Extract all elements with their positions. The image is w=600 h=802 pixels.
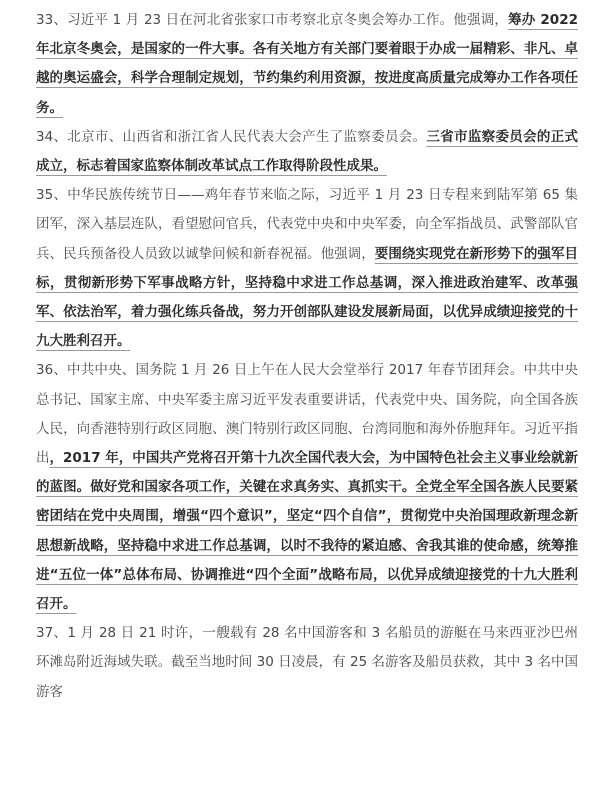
paragraph-33-text: 33、习近平 1 月 23 日在河北省张家口市考察北京冬奥会筹办工作。他强调， (36, 12, 509, 28)
paragraph-37-text: 37、1 月 28 日 21 时许，一艘载有 28 名中国游客和 3 名船员的游艇在马来西亚沙巴州环滩岛附近海域失联。截至当地时间 30 日凌晨，有 25 名游客及船员获救，其中 3 名中国游客 (36, 625, 578, 700)
paragraph-34-text: 34、北京市、山西省和浙江省人民代表大会产生了监察委员会。 (36, 128, 427, 145)
paragraph-36-emphasis: ，2017 年，中国共产党将召开第十九次全国代表大会，为中国特色社会主义事业绘就新的蓝图。做好党和国家各项工作，关键在求真务实、真抓实干。全党全军全国各族人民要紧密团结在党中央周围，增强“四个意识”，坚定“四个自信”，贯彻党中央治国理政新理念新思想新战略，坚持稳中求进工作总基调，以时不我待的紧迫感、舍我其谁的使命感，统筹推进“五位一体”总体布局、协调推进“四个全面”战略布局，以优异成绩迎接党的十九大胜利召开。 (36, 450, 579, 613)
paragraph-36 (36, 356, 578, 619)
paragraph-37 (36, 619, 578, 707)
paragraph-35-text: 35、中华民族传统节日——鸡年春节来临之际，习近平 1 月 23 日专程来到陆军第 65 集团军，深入基层连队，看望慰问官兵，代表党中央和中央军委，向全军指战员、武警部队官兵、民兵预备役人员致以诚挚问候和新春祝福。他强调， (36, 187, 578, 262)
paragraph-35-emphasis: 要围绕实现党在新形势下的强军目标，贯彻新形势下军事战略方针，坚持稳中求进工作总基调，深入推进政治建军、改革强军、依法治军，着力强化练兵备战，努力开创部队建设发展新局面，以优异成绩迎接党的十九大胜利召开。 (36, 245, 578, 350)
paragraph-36-text: 36、中共中央、国务院 1 月 26 日上午在人民大会堂举行 2017 年春节团拜会。中共中央总书记、国家主席、中央军委主席习近平发表重要讲话，代表党中央、国务院，向全国各族人民，向香港特别行政区同胞、澳门特别行政区同胞、台湾同胞和海外侨胞拜年。习近平指出 (36, 362, 578, 467)
paragraph-35 (36, 181, 578, 356)
paragraph-34 (36, 123, 578, 181)
paragraph-33-emphasis: 筹办 2022 年北京冬奥会，是国家的一件大事。各有关地方有关部门要着眼于办成一届精彩、非凡、卓越的奥运盛会，科学合理制定规划，节约集约利用资源，按进度高质量完成筹办工作各项任务。 (36, 12, 578, 116)
paragraph-33 (36, 6, 578, 123)
paragraph-34-emphasis: 三省市监察委员会的正式成立，标志着国家监察体制改革试点工作取得阶段性成果。 (36, 128, 578, 175)
